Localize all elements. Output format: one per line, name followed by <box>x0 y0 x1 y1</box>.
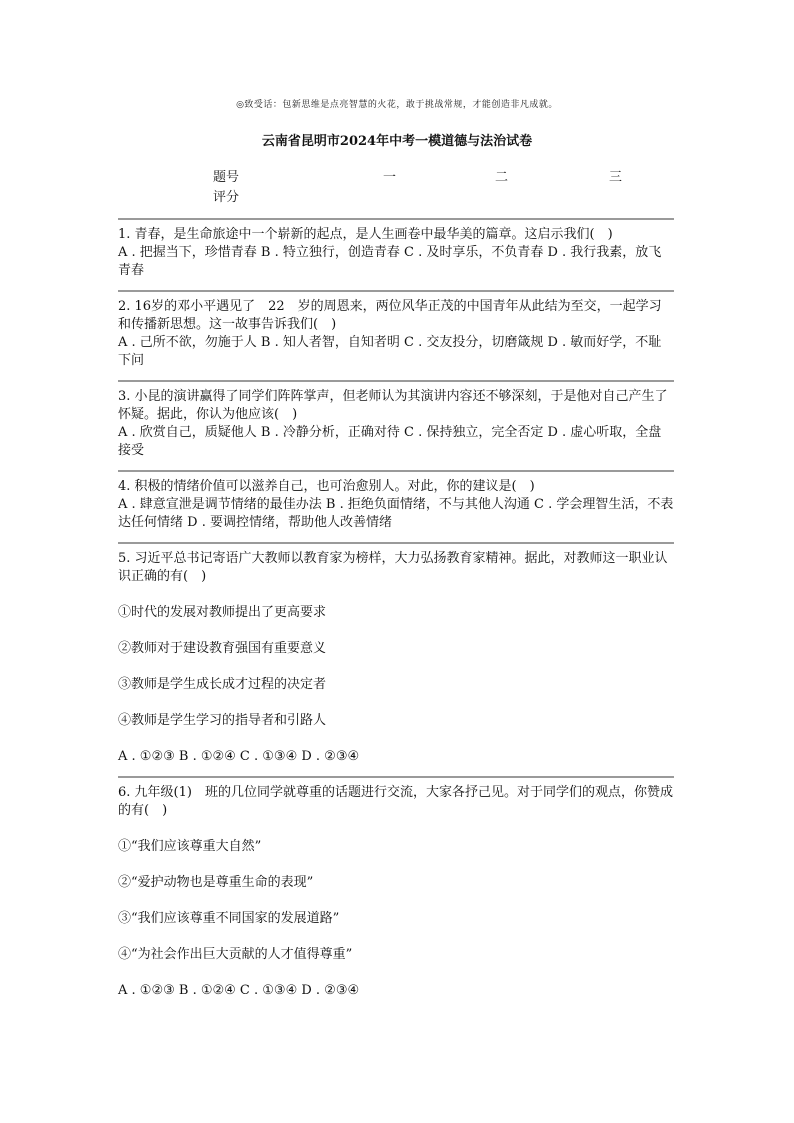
question-5 <box>118 542 674 776</box>
score-table-label-score: 评分 <box>213 190 240 205</box>
question-4 <box>118 470 674 542</box>
question-stem: 4. 积极的情绪价值可以滋养自己，也可治愈别人。对此，你的建议是( ) <box>118 479 535 494</box>
question-1 <box>118 218 674 290</box>
question-stem: 5. 习近平总书记寄语广大教师以教育家为榜样，大力弘扬教育家精神。据此，对教师这一职业认识正确的有( ) <box>118 551 668 584</box>
question-options: A . 肆意宣泄是调节情绪的最佳办法 B . 拒绝负面情绪，不与其他人沟通 C . 学会理智生活，不表达任何情绪 D . 要调控情绪，帮助他人改善情绪 <box>118 497 674 530</box>
question-stem: 6. 九年级(1) 班的几位同学就尊重的话题进行交流，大家各抒己见。对于同学们的观点，你赞成的有( ) <box>118 785 673 818</box>
question-3 <box>118 380 674 470</box>
statement-item: ②“爱护动物也是尊重生命的表现” <box>118 875 314 890</box>
question-2 <box>118 290 674 380</box>
statement-item: ④“为社会作出巨大贡献的人才值得尊重” <box>118 947 353 962</box>
question-6 <box>118 776 674 1010</box>
question-stem: 3. 小昆的演讲赢得了同学们阵阵掌声，但老师认为其演讲内容还不够深刻，于是他对自己产生了怀疑。据此，你认为他应该( ) <box>118 389 668 422</box>
page-title: 云南省昆明市2024年中考一模道德与法治试卷 <box>261 134 533 149</box>
motto-banner: ◎致受话：包新思维是点亮智慧的火花，敢于挑战常规，才能创造非凡成就。 <box>236 100 558 110</box>
question-options: A . 欣赏自己，质疑他人 B . 冷静分析，正确对待 C . 保持独立，完全否定 D . 虚心听取，全盘接受 <box>118 425 662 458</box>
question-options: A . 己所不欲，勿施于人 B . 知人者智，自知者明 C . 交友投分，切磨箴规 D . 敏而好学，不耻下问 <box>118 335 662 368</box>
question-list <box>118 218 674 1010</box>
score-table <box>213 166 683 206</box>
question-stem: 1. 青春，是生命旅途中一个崭新的起点，是人生画卷中最华美的篇章。这启示我们( ) <box>118 227 613 242</box>
question-options: A . ①②③ B . ①②④ C . ①③④ D . ②③④ <box>118 749 360 764</box>
score-table-header-row <box>213 166 683 186</box>
score-table-section-3: 三 <box>609 170 623 185</box>
question-options: A . 把握当下，珍惜青春 B . 特立独行，创造青春 C . 及时享乐，不负青春 D . 我行我素，放飞青春 <box>118 245 662 278</box>
score-table-label-question-number: 题号 <box>213 170 240 185</box>
statement-item: ③“我们应该尊重不同国家的发展道路” <box>118 911 340 926</box>
score-table-section-2: 二 <box>495 170 509 185</box>
question-options: A . ①②③ B . ①②④ C . ①③④ D . ②③④ <box>118 983 360 998</box>
statement-item: ②教师对于建设教育强国有重要意义 <box>118 641 327 656</box>
score-table-score-row <box>213 186 683 206</box>
statement-item: ③教师是学生成长成才过程的决定者 <box>118 677 327 692</box>
question-stem: 2. 16岁的邓小平遇见了 22 岁的周恩来，两位风华正茂的中国青年从此结为至交，一起学习和传播新思想。这一故事告诉我们( ) <box>118 299 662 332</box>
statement-item: ④教师是学生学习的指导者和引路人 <box>118 713 327 728</box>
statement-item: ①时代的发展对教师提出了更高要求 <box>118 605 327 620</box>
score-table-section-1: 一 <box>383 170 397 185</box>
statement-item: ①“我们应该尊重大自然” <box>118 839 262 854</box>
